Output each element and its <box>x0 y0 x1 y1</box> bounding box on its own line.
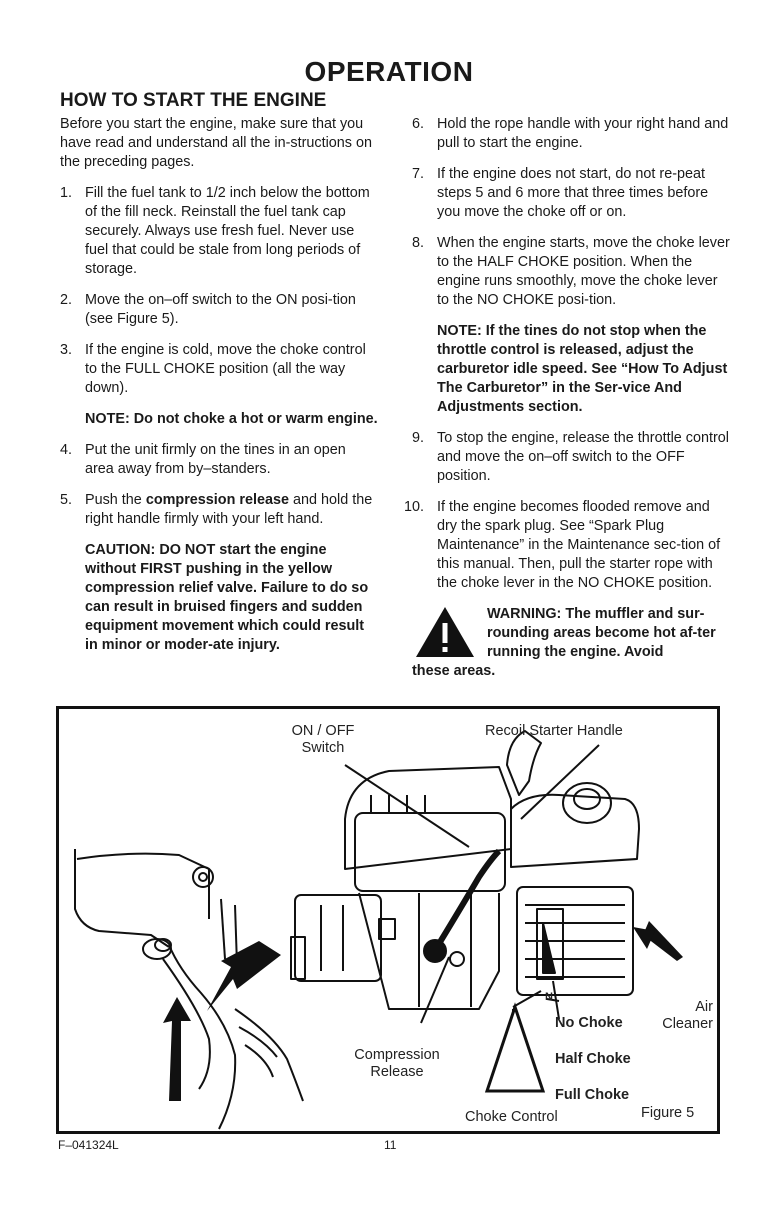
step-number: 7. <box>412 166 425 182</box>
note-tines: NOTE: If the tines do not stop when the throttle control is released, adjust the carburetor idle speed. See “How To Adjust The Carburetor” in the Ser-vice And Adjustments section. <box>437 323 728 415</box>
step-7 <box>412 165 732 222</box>
figure-caption: Figure 5 <box>641 1105 695 1121</box>
caution-compression: CAUTION: DO NOT start the engine without FIRST pushing in the yellow compression relief valve. Failure to do so can result in bruised fingers and sudden equipment movement which could result in minor or moder-ate injury. <box>85 542 369 653</box>
note-choke: NOTE: Do not choke a hot or warm engine. <box>85 411 378 427</box>
step-text-bold: compression release <box>145 492 289 508</box>
choke-lever <box>543 923 555 973</box>
step-text: Hold the rope handle with your right hand and pull to start the engine. <box>437 116 729 151</box>
step-text: If the engine does not start, do not re-peat steps 5 and 6 more that three times before you move the choke off or on. <box>437 166 709 220</box>
step-number: 3. <box>60 342 73 358</box>
step-10 <box>404 498 732 593</box>
step-9 <box>412 429 732 486</box>
step-1 <box>60 184 378 279</box>
compression-pointer <box>421 957 449 1023</box>
figure-5 <box>56 706 720 1134</box>
step-number: 2. <box>60 292 73 308</box>
step-number: 5. <box>60 492 73 508</box>
step-8 <box>412 234 732 310</box>
half-choke-label: Half Choke <box>555 1051 631 1067</box>
step-number: 6. <box>412 116 425 132</box>
choke-indicator-triangle <box>487 1007 543 1091</box>
recoil-pointer <box>521 745 599 819</box>
recoil-label: Recoil Starter Handle <box>485 723 623 739</box>
step-number: 4. <box>60 442 73 458</box>
up-arrow-icon <box>163 997 191 1101</box>
idle-screw <box>450 952 464 966</box>
right-column <box>404 115 732 681</box>
step-number: 1. <box>60 185 73 201</box>
step-number: 8. <box>412 235 425 251</box>
frame-outline <box>75 849 169 947</box>
section-heading: HOW TO START THE ENGINE <box>60 90 327 111</box>
page-title: OPERATION <box>304 56 474 87</box>
step-text: To stop the engine, release the throttle control and move the on–off switch to the OFF position. <box>437 430 729 484</box>
step-5 <box>60 491 378 529</box>
step-text-before: Push the <box>85 492 146 508</box>
step-text: Move the on–off switch to the ON posi-tion (see Figure 5). <box>85 292 356 327</box>
n-marking: N <box>545 991 553 1003</box>
warning-tail: these areas. <box>412 663 496 679</box>
step-number: 9. <box>412 430 425 446</box>
full-choke-label: Full Choke <box>555 1087 630 1103</box>
compression-release-label: Compression Release <box>354 1047 440 1080</box>
step-2 <box>60 291 378 329</box>
recoil-handle <box>507 731 541 795</box>
fuel-tank <box>511 795 639 867</box>
frame-tube <box>77 854 209 919</box>
warning-text: WARNING: The muffler and sur-rounding areas become hot af-ter running the engine. Avoid <box>487 606 716 660</box>
no-choke-label: No Choke <box>555 1015 623 1031</box>
carburetor <box>295 895 381 981</box>
step-6 <box>412 115 732 153</box>
step-4 <box>60 441 378 479</box>
step-text: Put the unit firmly on the tines in an open area away from by–standers. <box>85 442 346 477</box>
step-text: If the engine is cold, move the choke control to the FULL CHOKE position (all the way down). <box>85 342 366 396</box>
step-text: If the engine becomes flooded remove and dry the spark plug. See “Spark Plug Maintenance” in the Maintenance sec-tion of this manual. Then, pull the starter rope with the choke lever in the NO CHOKE position. <box>437 499 721 591</box>
push-arrow-icon <box>207 941 281 1011</box>
step-text: Fill the fuel tank to 1/2 inch below the bottom of the fill neck. Reinstall the fuel tank cap securely. Always use fresh fuel. Never use fuel that could be stale from long periods of storage. <box>85 185 370 277</box>
step-number: 10. <box>404 499 425 515</box>
on-off-pointer <box>345 765 469 847</box>
footer-code: F–041324L <box>58 1138 119 1152</box>
page-number: 11 <box>384 1138 397 1152</box>
left-column <box>60 115 378 667</box>
warning-muffler <box>412 605 732 681</box>
choke-control-label: Choke Control <box>465 1109 558 1125</box>
step-3 <box>60 341 378 398</box>
step-text: When the engine starts, move the choke lever to the HALF CHOKE position. When the engine runs smoothly, move the choke lever to the NO CHOKE posi-tion. <box>437 235 730 308</box>
spark-plug-boot <box>424 940 446 962</box>
warning-triangle-icon <box>414 605 476 659</box>
intro-paragraph: Before you start the engine, make sure that you have read and understand all the in-structions on the preceding pages. <box>60 116 372 170</box>
on-off-label: ON / OFF Switch <box>291 723 355 756</box>
step-text-after: and hold the right handle firmly with your left hand. <box>85 492 373 527</box>
air-cleaner-label: Air Cleaner <box>662 999 713 1032</box>
